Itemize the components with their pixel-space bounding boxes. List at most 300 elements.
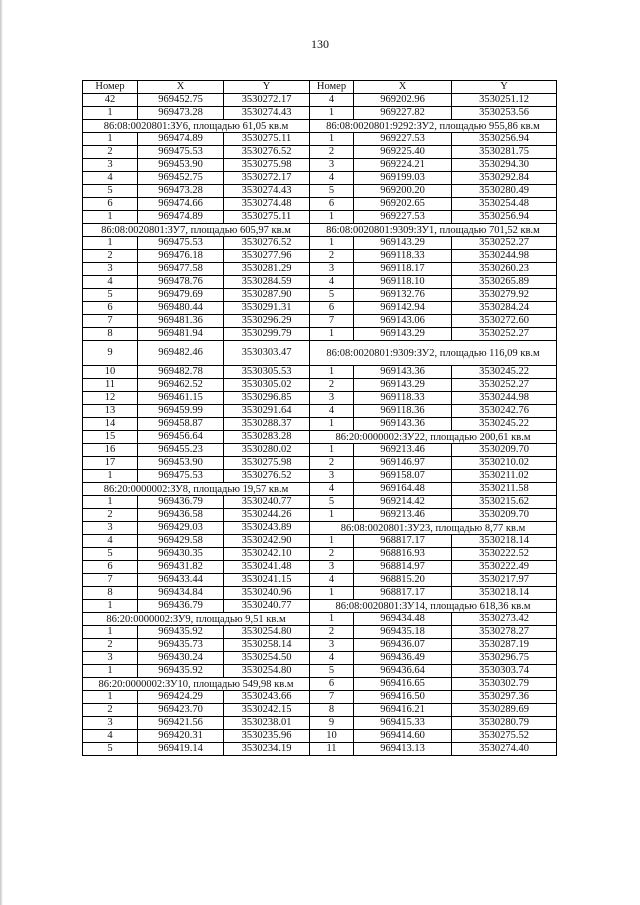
cell-number-left: 7 [83, 574, 138, 587]
cell-number-right: 1 [310, 587, 354, 600]
cell-y-right: 3530280.79 [452, 717, 557, 730]
table-row [83, 133, 557, 146]
cell-number-right: 2 [310, 250, 354, 263]
cell-x-right: 969413.13 [354, 743, 452, 756]
table-row [83, 483, 557, 496]
table-row [83, 328, 557, 341]
cell-y-right: 3530289.69 [452, 704, 557, 717]
cell-x-right: 969214.42 [354, 496, 452, 509]
cell-y-left: 3530241.15 [224, 574, 310, 587]
cell-y-left: 3530288.37 [224, 418, 310, 431]
cell-number-right: 1 [310, 133, 354, 146]
table-row [83, 522, 557, 535]
table-row [83, 652, 557, 665]
cell-y-left: 3530305.02 [224, 379, 310, 392]
table-header-row [83, 81, 557, 94]
cell-number-right: 1 [310, 418, 354, 431]
cell-number-right: 3 [310, 392, 354, 405]
cell-y-right: 3530292.84 [452, 172, 557, 185]
cell-x-left: 969482.46 [138, 341, 224, 366]
cell-y-right: 3530278.27 [452, 626, 557, 639]
cell-y-left: 3530291.64 [224, 405, 310, 418]
cell-y-left: 3530291.31 [224, 302, 310, 315]
cell-y-left: 3530244.26 [224, 509, 310, 522]
cell-number-right: 10 [310, 730, 354, 743]
cell-y-right: 3530265.89 [452, 276, 557, 289]
cell-x-left: 969419.14 [138, 743, 224, 756]
cell-x-left: 969453.90 [138, 159, 224, 172]
table-row [83, 366, 557, 379]
cell-number-left: 42 [83, 94, 138, 107]
cell-x-right: 969118.33 [354, 392, 452, 405]
cell-y-right: 3530242.76 [452, 405, 557, 418]
cell-x-right: 969224.21 [354, 159, 452, 172]
cell-y-left: 3530280.02 [224, 444, 310, 457]
cell-x-left: 969480.44 [138, 302, 224, 315]
cell-x-left: 969462.52 [138, 379, 224, 392]
cell-y-right: 3530275.52 [452, 730, 557, 743]
cell-number-right: 2 [310, 548, 354, 561]
cell-y-left: 3530240.96 [224, 587, 310, 600]
cell-y-right: 3530211.58 [452, 483, 557, 496]
cell-y-right: 3530253.56 [452, 107, 557, 120]
cell-y-left: 3530275.98 [224, 457, 310, 470]
cell-number-left: 1 [83, 237, 138, 250]
cell-x-left: 969475.53 [138, 146, 224, 159]
parcel-caption-right: 86:20:0000002:ЗУ22, площадью 200,61 кв.м [310, 431, 557, 444]
cell-x-right: 969227.82 [354, 107, 452, 120]
cell-x-left: 969455.23 [138, 444, 224, 457]
cell-y-left: 3530240.77 [224, 600, 310, 613]
cell-x-right: 969158.07 [354, 470, 452, 483]
cell-x-right: 969142.94 [354, 302, 452, 315]
cell-y-right: 3530209.70 [452, 444, 557, 457]
cell-x-left: 969473.28 [138, 107, 224, 120]
cell-number-left: 6 [83, 302, 138, 315]
cell-y-left: 3530275.98 [224, 159, 310, 172]
parcel-caption-right: 86:08:0020801:9309:ЗУ1, площадью 701,52 кв.м [310, 224, 557, 237]
cell-number-right: 3 [310, 159, 354, 172]
cell-number-left: 1 [83, 211, 138, 224]
cell-x-right: 969416.21 [354, 704, 452, 717]
scan-edge [0, 0, 3, 905]
cell-number-right: 1 [310, 237, 354, 250]
cell-x-right: 969435.18 [354, 626, 452, 639]
cell-x-left: 969433.44 [138, 574, 224, 587]
header-y-right: Y [452, 81, 557, 94]
cell-x-right: 968814.97 [354, 561, 452, 574]
cell-x-right: 969415.33 [354, 717, 452, 730]
cell-number-left: 1 [83, 600, 138, 613]
cell-number-left: 16 [83, 444, 138, 457]
cell-x-left: 969436.79 [138, 600, 224, 613]
cell-x-right: 968817.17 [354, 535, 452, 548]
cell-number-right: 3 [310, 470, 354, 483]
cell-y-right: 3530217.97 [452, 574, 557, 587]
cell-y-left: 3530284.59 [224, 276, 310, 289]
cell-y-left: 3530276.52 [224, 146, 310, 159]
cell-x-left: 969456.64 [138, 431, 224, 444]
cell-y-right: 3530296.75 [452, 652, 557, 665]
table-body [83, 94, 557, 756]
cell-x-right: 969118.33 [354, 250, 452, 263]
parcel-caption-left: 86:20:0000002:ЗУ9, площадью 9,51 кв.м [83, 613, 310, 626]
cell-x-right: 969143.06 [354, 315, 452, 328]
cell-x-right: 969143.29 [354, 328, 452, 341]
page-number: 130 [311, 37, 329, 51]
cell-number-right: 1 [310, 613, 354, 626]
cell-number-right: 3 [310, 263, 354, 276]
table-row [83, 302, 557, 315]
cell-y-right: 3530245.22 [452, 418, 557, 431]
cell-x-left: 969435.92 [138, 626, 224, 639]
cell-x-right: 969164.48 [354, 483, 452, 496]
cell-x-left: 969475.53 [138, 470, 224, 483]
cell-number-left: 4 [83, 276, 138, 289]
cell-y-left: 3530242.10 [224, 548, 310, 561]
cell-x-right: 969200.20 [354, 185, 452, 198]
cell-y-left: 3530234.19 [224, 743, 310, 756]
cell-number-right: 1 [310, 328, 354, 341]
cell-y-right: 3530297.36 [452, 691, 557, 704]
cell-x-right: 969436.07 [354, 639, 452, 652]
cell-number-right: 1 [310, 509, 354, 522]
cell-number-left: 1 [83, 133, 138, 146]
table-row [83, 146, 557, 159]
cell-number-right: 5 [310, 185, 354, 198]
cell-x-right: 968817.17 [354, 587, 452, 600]
cell-number-right: 4 [310, 94, 354, 107]
table-row [83, 678, 557, 691]
cell-number-left: 10 [83, 366, 138, 379]
cell-y-left: 3530254.50 [224, 652, 310, 665]
cell-x-left: 969429.58 [138, 535, 224, 548]
cell-y-right: 3530218.14 [452, 535, 557, 548]
cell-number-right: 4 [310, 652, 354, 665]
table-row [83, 276, 557, 289]
cell-x-left: 969435.92 [138, 665, 224, 678]
cell-y-left: 3530254.80 [224, 665, 310, 678]
cell-number-right: 6 [310, 678, 354, 691]
table-row [83, 509, 557, 522]
cell-y-right: 3530222.49 [452, 561, 557, 574]
table-row [83, 717, 557, 730]
cell-x-left: 969481.94 [138, 328, 224, 341]
coordinates-table [82, 80, 557, 756]
cell-y-right: 3530252.27 [452, 379, 557, 392]
cell-y-right: 3530210.02 [452, 457, 557, 470]
cell-number-left: 3 [83, 522, 138, 535]
cell-number-right: 1 [310, 444, 354, 457]
cell-number-left: 2 [83, 509, 138, 522]
cell-y-right: 3530287.19 [452, 639, 557, 652]
cell-x-left: 969461.15 [138, 392, 224, 405]
table-row [83, 457, 557, 470]
cell-number-left: 1 [83, 496, 138, 509]
cell-number-left: 12 [83, 392, 138, 405]
cell-y-right: 3530254.48 [452, 198, 557, 211]
cell-number-right: 7 [310, 315, 354, 328]
cell-y-left: 3530296.29 [224, 315, 310, 328]
cell-number-right: 1 [310, 211, 354, 224]
cell-number-left: 1 [83, 470, 138, 483]
cell-number-right: 2 [310, 146, 354, 159]
table-row [83, 626, 557, 639]
cell-number-left: 2 [83, 250, 138, 263]
cell-number-left: 8 [83, 328, 138, 341]
cell-x-left: 969478.76 [138, 276, 224, 289]
table-row [83, 341, 557, 366]
cell-y-left: 3530274.48 [224, 198, 310, 211]
cell-y-left: 3530272.17 [224, 94, 310, 107]
table-row [83, 418, 557, 431]
cell-y-right: 3530251.12 [452, 94, 557, 107]
cell-number-left: 3 [83, 652, 138, 665]
cell-number-right: 5 [310, 289, 354, 302]
cell-y-left: 3530243.66 [224, 691, 310, 704]
cell-x-right: 969414.60 [354, 730, 452, 743]
cell-number-left: 4 [83, 172, 138, 185]
cell-y-right: 3530273.42 [452, 613, 557, 626]
cell-number-left: 1 [83, 107, 138, 120]
parcel-caption-left: 86:08:0020801:ЗУ6, площадью 61,05 кв.м [83, 120, 310, 133]
table-row [83, 405, 557, 418]
parcel-caption-left: 86:08:0020801:ЗУ7, площадью 605,97 кв.м [83, 224, 310, 237]
cell-number-left: 15 [83, 431, 138, 444]
parcel-caption-right: 86:08:0020801:ЗУ23, площадью 8,77 кв.м [310, 522, 557, 535]
table-row [83, 587, 557, 600]
cell-x-right: 969143.29 [354, 237, 452, 250]
cell-x-left: 969434.84 [138, 587, 224, 600]
cell-number-left: 5 [83, 548, 138, 561]
cell-y-left: 3530276.52 [224, 237, 310, 250]
table-row [83, 730, 557, 743]
cell-y-left: 3530241.48 [224, 561, 310, 574]
cell-y-left: 3530275.11 [224, 133, 310, 146]
cell-number-left: 11 [83, 379, 138, 392]
cell-x-left: 969474.89 [138, 211, 224, 224]
cell-y-left: 3530283.28 [224, 431, 310, 444]
table-row [83, 289, 557, 302]
cell-y-right: 3530209.70 [452, 509, 557, 522]
cell-x-left: 969476.18 [138, 250, 224, 263]
cell-y-left: 3530305.53 [224, 366, 310, 379]
cell-number-left: 5 [83, 185, 138, 198]
cell-y-left: 3530243.89 [224, 522, 310, 535]
cell-y-right: 3530280.49 [452, 185, 557, 198]
cell-x-right: 969416.65 [354, 678, 452, 691]
cell-y-right: 3530284.24 [452, 302, 557, 315]
table-row [83, 211, 557, 224]
cell-x-right: 969434.48 [354, 613, 452, 626]
table-row [83, 639, 557, 652]
cell-x-left: 969431.82 [138, 561, 224, 574]
cell-x-left: 969479.69 [138, 289, 224, 302]
cell-y-left: 3530240.77 [224, 496, 310, 509]
cell-number-right: 3 [310, 561, 354, 574]
cell-number-left: 2 [83, 146, 138, 159]
cell-number-left: 6 [83, 198, 138, 211]
cell-number-left: 1 [83, 665, 138, 678]
cell-x-right: 969118.10 [354, 276, 452, 289]
cell-number-right: 5 [310, 496, 354, 509]
cell-x-left: 969430.35 [138, 548, 224, 561]
parcel-caption-left: 86:20:0000002:ЗУ8, площадью 19,57 кв.м [83, 483, 310, 496]
table-row [83, 743, 557, 756]
cell-y-left: 3530275.11 [224, 211, 310, 224]
cell-x-right: 969202.96 [354, 94, 452, 107]
cell-x-right: 968816.93 [354, 548, 452, 561]
cell-number-left: 17 [83, 457, 138, 470]
parcel-caption-right: 86:08:0020801:ЗУ14, площадью 618,36 кв.м [310, 600, 557, 613]
cell-x-right: 969416.50 [354, 691, 452, 704]
cell-y-right: 3530218.14 [452, 587, 557, 600]
table-row [83, 120, 557, 133]
cell-x-left: 969424.29 [138, 691, 224, 704]
cell-number-left: 4 [83, 730, 138, 743]
cell-x-right: 969213.46 [354, 509, 452, 522]
cell-number-right: 5 [310, 665, 354, 678]
cell-x-right: 969118.17 [354, 263, 452, 276]
table-row [83, 548, 557, 561]
cell-y-left: 3530281.29 [224, 263, 310, 276]
cell-y-right: 3530215.62 [452, 496, 557, 509]
cell-y-left: 3530296.85 [224, 392, 310, 405]
cell-number-right: 6 [310, 198, 354, 211]
parcel-caption-right: 86:08:0020801:9292:ЗУ2, площадью 955,86 кв.м [310, 120, 557, 133]
cell-number-right: 2 [310, 379, 354, 392]
cell-x-left: 969423.70 [138, 704, 224, 717]
cell-number-right: 4 [310, 483, 354, 496]
cell-number-right: 1 [310, 107, 354, 120]
table-row [83, 94, 557, 107]
cell-x-right: 969213.46 [354, 444, 452, 457]
table-row [83, 574, 557, 587]
cell-x-left: 969436.58 [138, 509, 224, 522]
cell-y-left: 3530258.14 [224, 639, 310, 652]
table-row [83, 263, 557, 276]
parcel-caption-right: 86:08:0020801:9309:ЗУ2, площадью 116,09 кв.м [310, 341, 557, 366]
cell-x-right: 969436.64 [354, 665, 452, 678]
cell-number-right: 4 [310, 172, 354, 185]
cell-y-left: 3530274.43 [224, 185, 310, 198]
header-x-left: X [138, 81, 224, 94]
cell-y-right: 3530252.27 [452, 237, 557, 250]
cell-y-left: 3530235.96 [224, 730, 310, 743]
cell-number-left: 2 [83, 639, 138, 652]
table-row [83, 600, 557, 613]
cell-number-left: 3 [83, 717, 138, 730]
cell-x-left: 969453.90 [138, 457, 224, 470]
cell-number-left: 14 [83, 418, 138, 431]
cell-number-left: 7 [83, 315, 138, 328]
cell-y-right: 3530211.02 [452, 470, 557, 483]
cell-y-left: 3530287.90 [224, 289, 310, 302]
cell-x-left: 969421.56 [138, 717, 224, 730]
cell-y-right: 3530256.94 [452, 133, 557, 146]
table-row [83, 470, 557, 483]
table-row [83, 315, 557, 328]
table-row [83, 250, 557, 263]
cell-x-left: 969477.58 [138, 263, 224, 276]
cell-y-right: 3530279.92 [452, 289, 557, 302]
parcel-caption-left: 86:20:0000002:ЗУ10, площадью 549,98 кв.м [83, 678, 310, 691]
cell-number-right: 6 [310, 302, 354, 315]
table-row [83, 107, 557, 120]
cell-x-left: 969430.24 [138, 652, 224, 665]
cell-x-right: 969143.36 [354, 366, 452, 379]
cell-x-left: 969481.36 [138, 315, 224, 328]
cell-y-right: 3530256.94 [452, 211, 557, 224]
cell-x-left: 969435.73 [138, 639, 224, 652]
cell-y-left: 3530242.15 [224, 704, 310, 717]
cell-y-right: 3530274.40 [452, 743, 557, 756]
cell-x-right: 969146.97 [354, 457, 452, 470]
header-x-right: X [354, 81, 452, 94]
cell-x-left: 969458.87 [138, 418, 224, 431]
cell-x-right: 969118.36 [354, 405, 452, 418]
cell-x-left: 969473.28 [138, 185, 224, 198]
table-row [83, 198, 557, 211]
cell-y-left: 3530238.01 [224, 717, 310, 730]
cell-y-left: 3530274.43 [224, 107, 310, 120]
cell-number-right: 1 [310, 366, 354, 379]
cell-x-left: 969475.53 [138, 237, 224, 250]
cell-x-left: 969452.75 [138, 94, 224, 107]
cell-number-left: 8 [83, 587, 138, 600]
table-row [83, 561, 557, 574]
cell-number-left: 1 [83, 691, 138, 704]
cell-number-left: 1 [83, 626, 138, 639]
cell-x-right: 969132.76 [354, 289, 452, 302]
cell-y-right: 3530303.74 [452, 665, 557, 678]
table-row [83, 224, 557, 237]
cell-number-right: 1 [310, 535, 354, 548]
cell-y-right: 3530294.30 [452, 159, 557, 172]
cell-number-left: 5 [83, 289, 138, 302]
cell-number-right: 2 [310, 626, 354, 639]
cell-number-left: 4 [83, 535, 138, 548]
cell-x-right: 969202.65 [354, 198, 452, 211]
cell-x-left: 969474.66 [138, 198, 224, 211]
table-row [83, 665, 557, 678]
cell-number-left: 3 [83, 159, 138, 172]
cell-number-right: 11 [310, 743, 354, 756]
cell-y-right: 3530222.52 [452, 548, 557, 561]
table-row [83, 535, 557, 548]
table-row [83, 691, 557, 704]
cell-y-left: 3530276.52 [224, 470, 310, 483]
cell-x-left: 969436.79 [138, 496, 224, 509]
cell-y-right: 3530245.22 [452, 366, 557, 379]
cell-y-right: 3530272.60 [452, 315, 557, 328]
header-number-left: Номер [83, 81, 138, 94]
cell-number-left: 5 [83, 743, 138, 756]
table-row [83, 613, 557, 626]
table-row [83, 444, 557, 457]
table-row [83, 237, 557, 250]
cell-y-left: 3530303.47 [224, 341, 310, 366]
table-row [83, 185, 557, 198]
cell-x-right: 969143.36 [354, 418, 452, 431]
cell-y-right: 3530244.98 [452, 250, 557, 263]
cell-y-left: 3530299.79 [224, 328, 310, 341]
cell-x-right: 968815.20 [354, 574, 452, 587]
cell-x-left: 969452.75 [138, 172, 224, 185]
table-row [83, 379, 557, 392]
cell-number-left: 13 [83, 405, 138, 418]
table-row [83, 431, 557, 444]
